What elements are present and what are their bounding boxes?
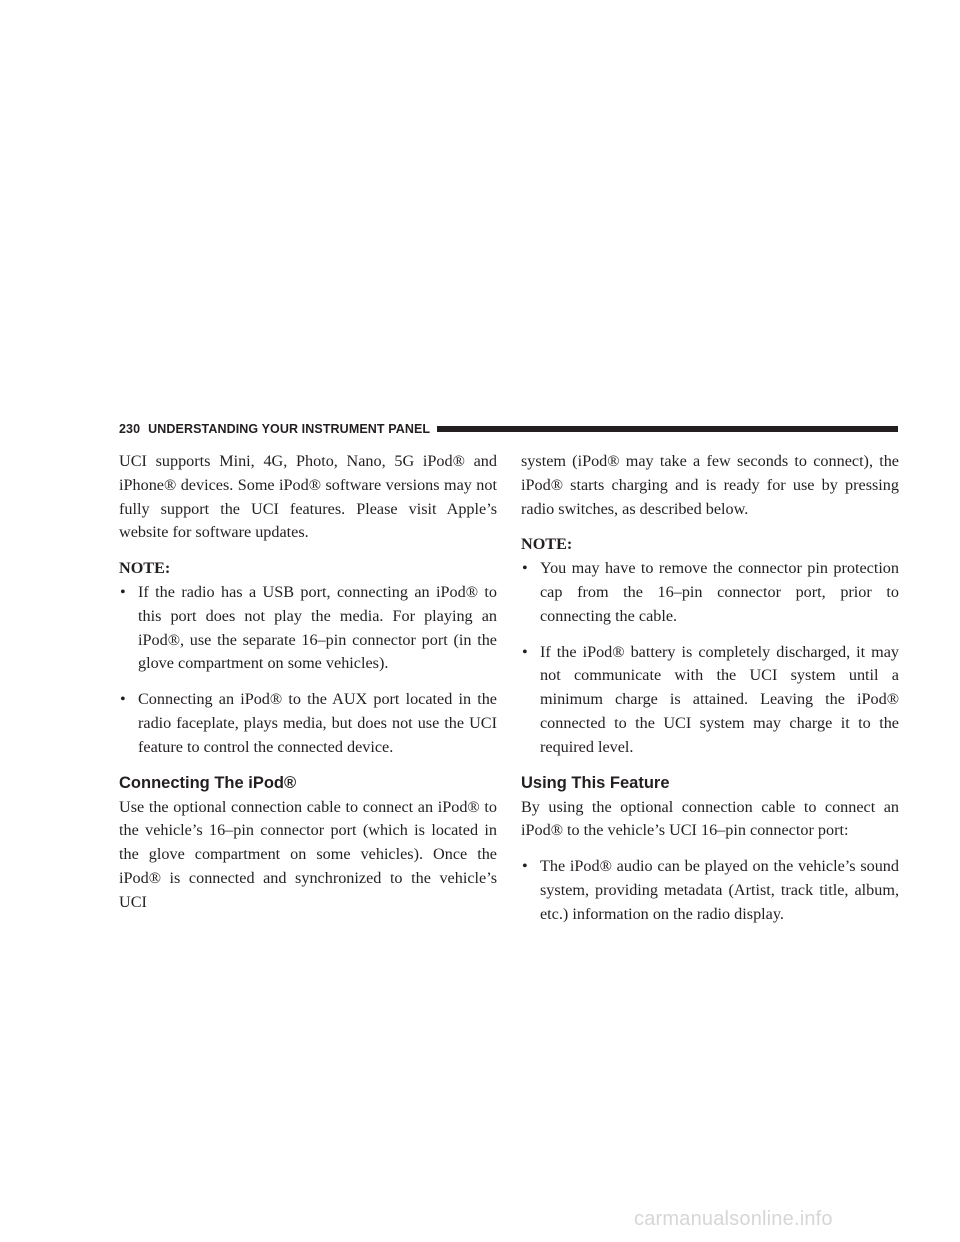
- watermark: carmanualsonline.info: [634, 1208, 833, 1230]
- intro-paragraph: UCI supports Mini, 4G, Photo, Nano, 5G iPod® and iPhone® devices. Some iPod® software versions may not fully support the UCI features. Please visit Apple’s website for software updates.: [119, 452, 497, 542]
- list-item-text: If the iPod® battery is completely discharged, it may not communicate with the UCI system until a minimum charge is attained. Leaving the iPod® connected to the UCI system may charge it to the required level.: [540, 642, 899, 756]
- page-number: 230: [119, 421, 141, 436]
- left-column: [119, 450, 497, 927]
- list-item: [119, 581, 497, 676]
- bullet-icon: •: [120, 690, 126, 709]
- feature-list: [521, 855, 899, 926]
- section-heading: Connecting The iPod®: [119, 773, 297, 792]
- note-label: NOTE:: [119, 559, 171, 578]
- body-paragraph: By using the optional connection cable to connect an iPod® to the vehicle’s UCI 16–pin connector port:: [521, 797, 899, 840]
- body-paragraph: Use the optional connection cable to connect an iPod® to the vehicle’s 16–pin connector port (which is located in the glove compartment on some vehicles). Once the iPod® is connected and synchronized to the vehicle’s UCI: [119, 797, 497, 911]
- right-column: [521, 450, 899, 939]
- list-item-text: If the radio has a USB port, connecting an iPod® to this port does not play the media. For playing an iPod®, use the separate 16–pin connector port (in the glove compartment on some vehicles).: [138, 582, 497, 673]
- continuation-paragraph: system (iPod® may take a few seconds to connect), the iPod® starts charging and is ready for use by pressing radio switches, as described below.: [521, 452, 899, 518]
- bullet-icon: •: [522, 642, 528, 661]
- page-header: [119, 420, 898, 437]
- bullet-icon: •: [120, 582, 126, 601]
- list-item-text: Connecting an iPod® to the AUX port located in the radio faceplate, plays media, but does not use the UCI feature to control the connected device.: [138, 690, 497, 756]
- list-item-text: You may have to remove the connector pin protection cap from the 16–pin connector port, prior to connecting the cable.: [540, 559, 899, 625]
- bullet-icon: •: [522, 857, 528, 876]
- note-list: [119, 581, 497, 760]
- note-list: [521, 557, 899, 759]
- header-rule: [437, 426, 898, 432]
- note-label: NOTE:: [521, 535, 573, 554]
- list-item: [119, 688, 497, 759]
- list-item-text: The iPod® audio can be played on the vehicle’s sound system, providing metadata (Artist, track title, album, etc.) information on the radio display.: [540, 857, 899, 923]
- list-item: [521, 641, 899, 760]
- list-item: [521, 855, 899, 926]
- list-item: [521, 557, 899, 628]
- section-heading: Using This Feature: [521, 773, 670, 792]
- section-title: UNDERSTANDING YOUR INSTRUMENT PANEL: [148, 421, 431, 436]
- bullet-icon: •: [522, 559, 528, 578]
